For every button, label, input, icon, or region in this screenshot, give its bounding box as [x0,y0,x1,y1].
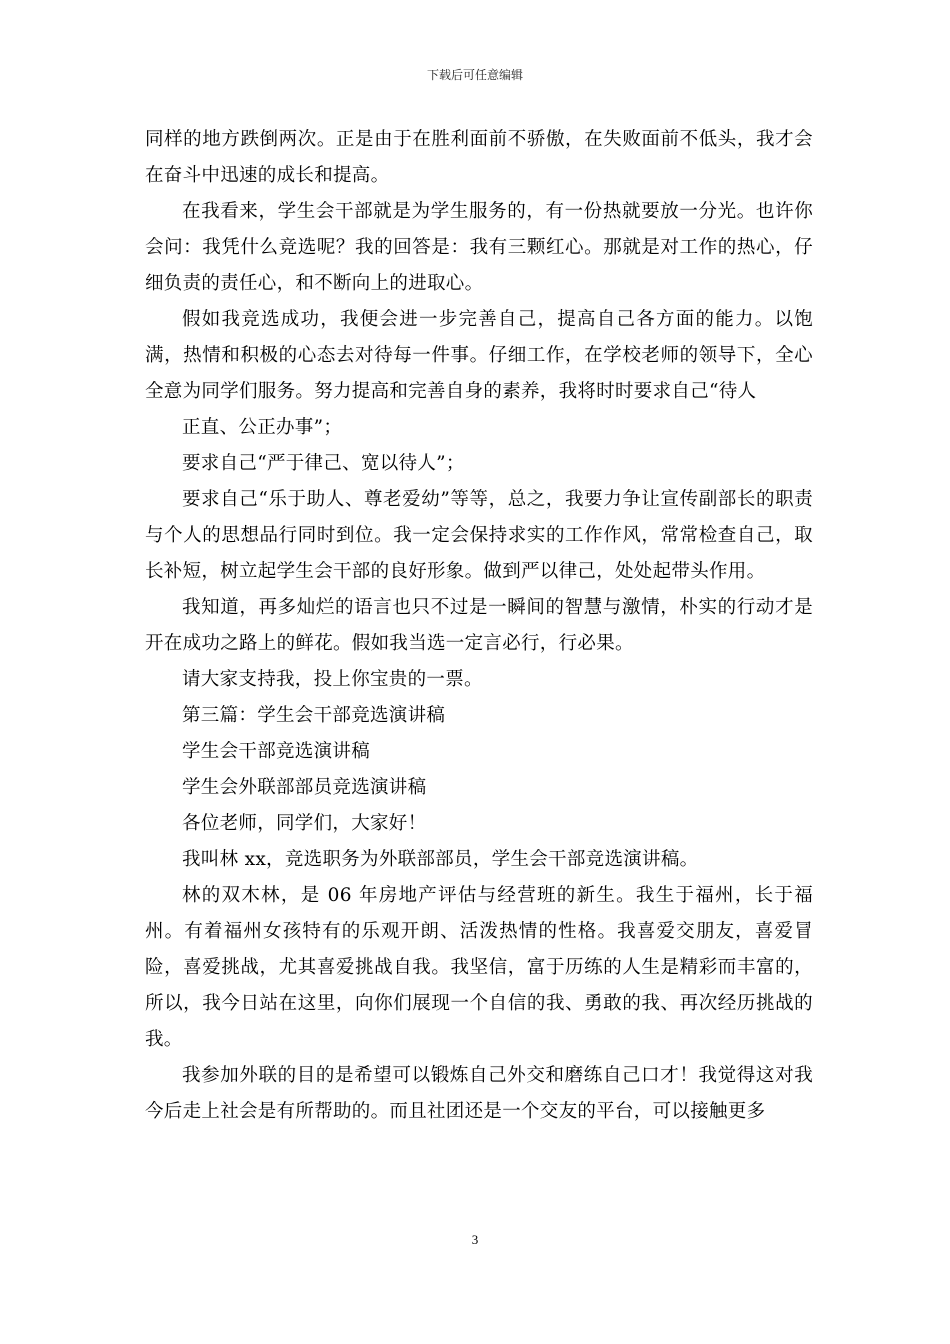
paragraph: 正直、公正办事”； [182,417,343,438]
paragraph: 在我看来，学生会干部就是为学生服务的，有一份热就要放一分光。也许你会问：我凭什么竞选呢？我的回答是：我有三颗红心。那就是对工作的热心，仔细负责的责任心，和不断向上的进取心。 [145,201,813,294]
paragraph: 请大家支持我，投上你宝贵的一票。 [182,669,483,690]
paragraph: 假如我竞选成功，我便会进一步完善自己，提高自己各方面的能力。以饱满，热情和积极的心态去对待每一件事。仔细工作，在学校老师的领导下，全心全意为同学们服务。努力提高和完善自身的素养，我将时时要求自己“待人 [145,309,813,402]
page-header: 下载后可任意编辑 [426,68,523,82]
paragraph: 要求自己“乐于助人、尊老爱幼”等等，总之，我要力争让宣传副部长的职责与个人的思想品行同时到位。我一定会保持求实的工作作风，常常检查自己，取长补短，树立起学生会干部的良好形象。做到严以律己，处处起带头作用。 [145,489,813,582]
document-body [145,122,813,1130]
paragraph: 同样的地方跌倒两次。正是由于在胜利面前不骄傲，在失败面前不低头，我才会在奋斗中迅速的成长和提高。 [145,129,813,186]
paragraph: 我参加外联的目的是希望可以锻炼自己外交和磨练自己口才！我觉得这对我今后走上社会是有所帮助的。而且社团还是一个交友的平台，可以接触更多 [145,1065,813,1122]
section-heading: 学生会外联部部员竞选演讲稿 [182,777,427,798]
paragraph: 我叫林 xx，竞选职务为外联部部员，学生会干部竞选演讲稿。 [182,849,699,870]
section-heading: 第三篇：学生会干部竞选演讲稿 [182,705,446,726]
paragraph: 我知道，再多灿烂的语言也只不过是一瞬间的智慧与激情，朴实的行动才是开在成功之路上的鲜花。假如我当选一定言必行，行必果。 [145,597,813,654]
paragraph: 林的双木林，是 06 年房地产评估与经营班的新生。我生于福州，长于福州。有着福州女孩特有的乐观开朗、活泼热情的性格。我喜爱交朋友，喜爱冒险，喜爱挑战，尤其喜爱挑战自我。我坚信，富于历练的人生是精彩而丰富的，所以，我今日站在这里，向你们展现一个自信的我、勇敢的我、再次经历挑战的我。 [145,885,813,1050]
section-heading: 学生会干部竞选演讲稿 [182,741,371,762]
greeting: 各位老师，同学们，大家好！ [182,813,427,834]
paragraph: 要求自己“严于律己、宽以待人”； [182,453,465,474]
page-number: 3 [471,1232,479,1247]
